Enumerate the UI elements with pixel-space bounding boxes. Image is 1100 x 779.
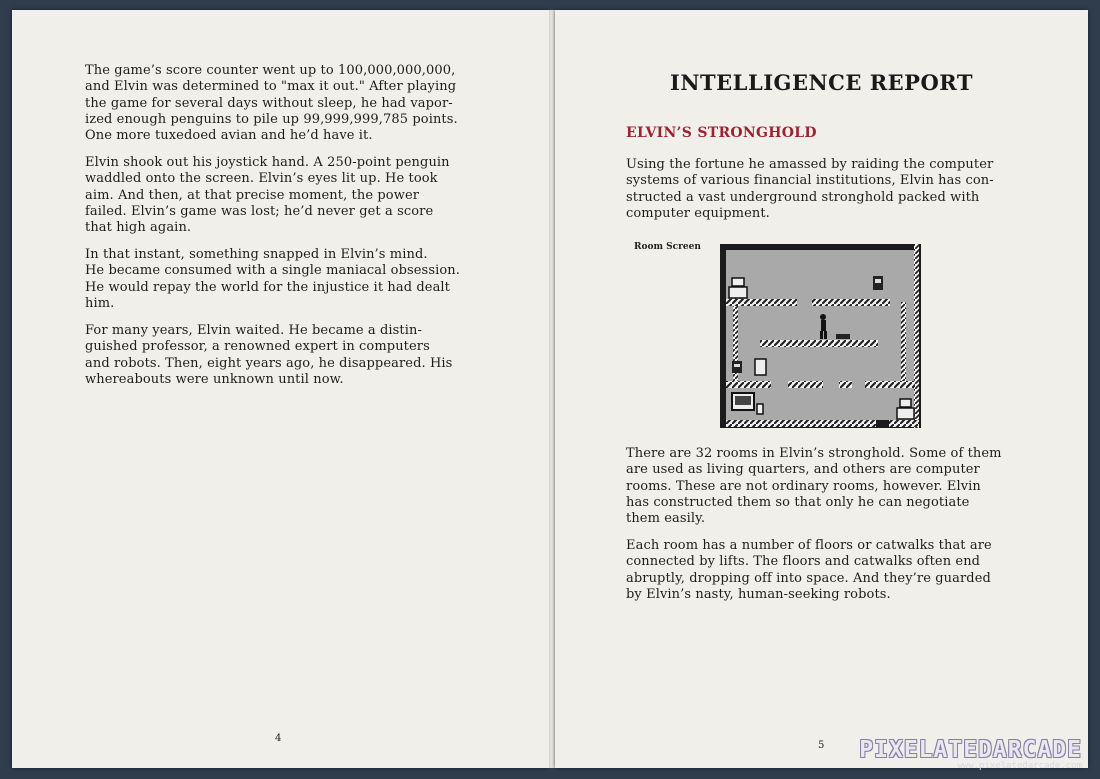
room-screen-illustration xyxy=(720,244,921,428)
text-line: whereabouts were unknown until now. xyxy=(85,371,344,387)
page-number: 4 xyxy=(275,733,282,744)
text-line: abruptly, dropping off into space. And they’re guarded xyxy=(626,570,991,586)
lift-shaft-right xyxy=(914,244,919,428)
text-line: structed a vast underground stronghold packed with xyxy=(626,189,980,205)
text-line: Each room has a number of floors or catwalks that are xyxy=(626,538,992,553)
text-line: Using the fortune he amassed by raiding the computer xyxy=(626,157,994,172)
text-line: failed. Elvin’s game was lost; he’d never get a score xyxy=(85,203,434,219)
text-line: and Elvin was determined to "max it out." After playing xyxy=(85,79,457,95)
paragraph-obsession xyxy=(85,247,460,312)
robot-icon xyxy=(732,361,742,373)
text-line: aim. And then, at that precise moment, the power xyxy=(85,187,420,203)
bed-furniture-icon xyxy=(836,334,850,339)
catwalk xyxy=(812,299,890,306)
text-line: He would repay the world for the injustice it had dealt xyxy=(85,279,450,295)
lift-shaft-mid xyxy=(901,302,906,382)
text-line: guished professor, a renowned expert in computers xyxy=(85,339,430,355)
text-line: One more tuxedoed avian and he’d have it. xyxy=(85,128,373,144)
text-line: In that instant, something snapped in Elvin’s mind. xyxy=(85,247,428,262)
screen-caption: Room Screen xyxy=(634,242,701,252)
right-page xyxy=(555,10,1088,768)
text-line: and robots. Then, eight years ago, he disappeared. His xyxy=(85,355,453,371)
computer-terminal-icon xyxy=(897,399,914,419)
text-line: He became consumed with a single maniacal obsession. xyxy=(85,263,460,279)
text-line: are used as living quarters, and others are computer xyxy=(626,462,980,478)
text-line: that high again. xyxy=(85,220,192,236)
watermark-url: www.pixelatedarcade.com xyxy=(957,761,1082,771)
page-title: INTELLIGENCE REPORT xyxy=(670,70,973,95)
catwalk xyxy=(889,420,919,427)
left-page xyxy=(12,10,549,768)
text-line: has constructed them so that only he can negotiate xyxy=(626,494,970,510)
text-line: The game’s score counter went up to 100,000,000,000, xyxy=(85,63,456,78)
lift-shaft-left xyxy=(733,298,738,388)
paragraph-power-failure xyxy=(85,155,450,236)
text-line: computer equipment. xyxy=(626,205,770,221)
paragraph-rooms xyxy=(626,446,1002,527)
text-line: the game for several days without sleep, he had vapor- xyxy=(85,95,453,111)
catwalk xyxy=(726,420,876,427)
paragraph-intro xyxy=(626,157,994,222)
catwalk xyxy=(839,381,852,388)
text-line: them easily. xyxy=(626,511,706,527)
catwalk xyxy=(760,340,878,347)
cabinet-icon xyxy=(755,359,766,375)
robot-icon xyxy=(873,276,883,290)
computer-terminal-icon xyxy=(729,278,747,298)
watermark-brand: PIXELATEDARCADE xyxy=(859,737,1082,763)
text-line: him. xyxy=(85,295,115,311)
watermark xyxy=(859,737,1082,771)
paragraph-floors xyxy=(626,538,992,603)
paragraph-score xyxy=(85,63,458,144)
text-line: ized enough penguins to pile up 99,999,999,785 points. xyxy=(85,111,458,127)
text-line: by Elvin’s nasty, human-seeking robots. xyxy=(626,586,891,602)
text-line: connected by lifts. The floors and catwalks often end xyxy=(626,554,981,570)
text-line: rooms. These are not ordinary rooms, however. Elvin xyxy=(626,478,981,494)
text-line: waddled onto the screen. Elvin’s eyes lit up. He took xyxy=(85,171,438,187)
section-heading: ELVIN’S STRONGHOLD xyxy=(626,125,817,141)
catwalk xyxy=(726,299,797,306)
catwalk xyxy=(865,381,915,388)
text-line: Elvin shook out his joystick hand. A 250-point penguin xyxy=(85,155,450,170)
text-line: There are 32 rooms in Elvin’s stronghold. Some of them xyxy=(626,446,1002,461)
catwalk xyxy=(788,381,823,388)
catwalk xyxy=(726,381,771,388)
paragraph-disappearance xyxy=(85,323,452,388)
text-line: For many years, Elvin waited. He became a distin- xyxy=(85,323,422,338)
page-number: 5 xyxy=(818,740,825,751)
text-line: systems of various financial institutions, Elvin has con- xyxy=(626,173,994,189)
